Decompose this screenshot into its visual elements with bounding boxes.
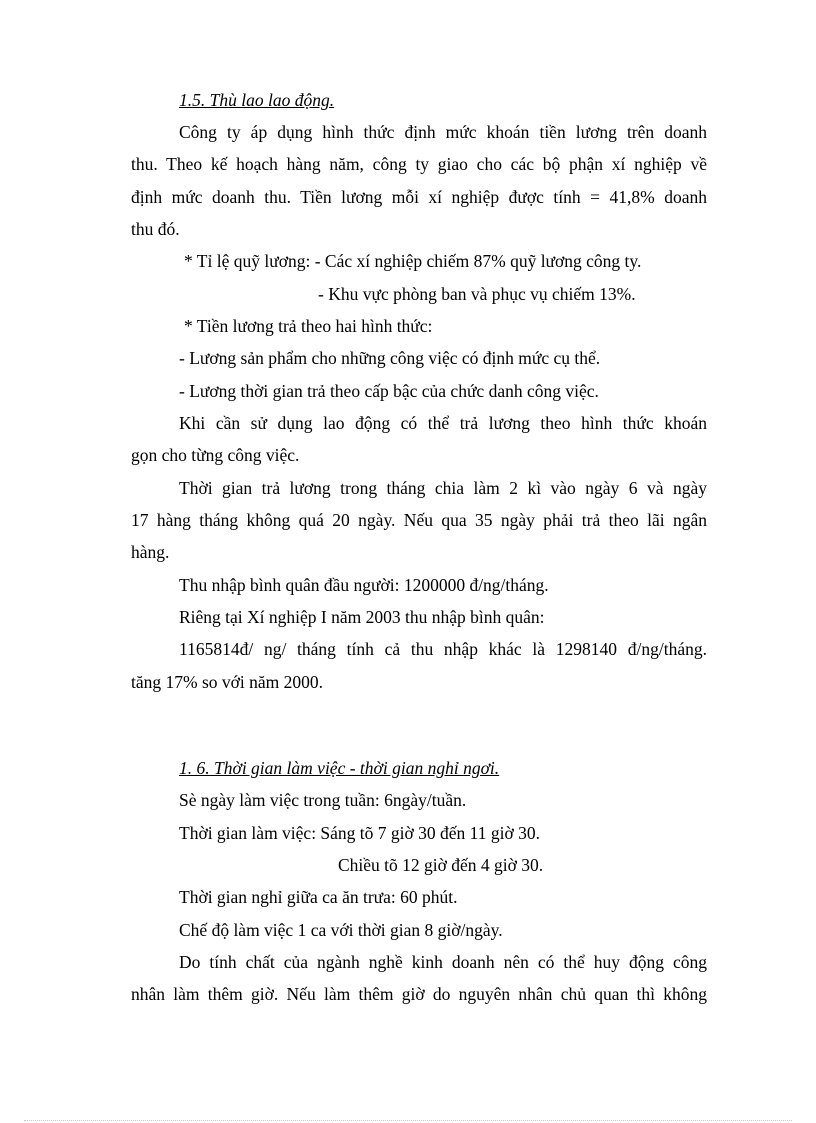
salary-ratio-line: * Tỉ lệ quỹ lương: - Các xí nghiệp chiếm 87% quỹ lương công ty. — [184, 251, 642, 271]
paragraph-line: định mức doanh thu. Tiền lương mỗi xí nghiệp được tính = 41,8% doanh — [131, 187, 707, 207]
income-line: tăng 17% so với năm 2000. — [131, 672, 324, 692]
paragraph-line: Thời gian trả lương trong tháng chia làm 2 kì vào ngày 6 và ngày — [179, 478, 707, 498]
schedule-line: Chiều tõ 12 giờ đến 4 giờ 30. — [338, 855, 544, 875]
paragraph-line: gọn cho từng công việc. — [131, 445, 300, 465]
section-heading-1-6: 1. 6. Thời gian làm việc - thời gian nghỉ ngơi. — [179, 758, 500, 778]
bullet-line: - Lương sản phẩm cho những công việc có định mức cụ thể. — [179, 348, 601, 368]
schedule-line: Thời gian nghỉ giữa ca ăn trưa: 60 phút. — [179, 887, 458, 907]
income-line: 1165814đ/ ng/ tháng tính cả thu nhập khác là 1298140 đ/ng/tháng. — [179, 639, 707, 659]
paragraph-line: Do tính chất của ngành nghề kinh doanh nên có thể huy động công — [179, 952, 707, 972]
schedule-line: Chế độ làm việc 1 ca với thời gian 8 giờ/ngày. — [179, 920, 503, 940]
salary-forms-line: * Tiền lương trả theo hai hình thức: — [184, 316, 433, 336]
schedule-line: Thời gian làm việc: Sáng tõ 7 giờ 30 đến 11 giờ 30. — [179, 823, 541, 843]
paragraph-line: thu. Theo kế hoạch hàng năm, công ty giao cho các bộ phận xí nghiệp về — [131, 154, 707, 174]
paragraph-line: hàng. — [131, 542, 170, 562]
bullet-line: - Lương thời gian trả theo cấp bậc của chức danh công việc. — [179, 381, 599, 401]
income-line: Riêng tại Xí nghiệp I năm 2003 thu nhập bình quân: — [179, 607, 545, 627]
paragraph-line: nhân làm thêm giờ. Nếu làm thêm giờ do nguyên nhân chủ quan thì không — [131, 984, 707, 1004]
schedule-line: Sè ngày làm việc trong tuần: 6ngày/tuần. — [179, 790, 467, 810]
paragraph-line: thu đó. — [131, 219, 180, 239]
income-line: Thu nhập bình quân đầu người: 1200000 đ/ng/tháng. — [179, 575, 549, 595]
paragraph-line: 17 hàng tháng không quá 20 ngày. Nếu qua 35 ngày phải trả theo lãi ngân — [131, 510, 707, 530]
salary-ratio-line: - Khu vực phòng ban và phục vụ chiếm 13%. — [318, 284, 636, 304]
paragraph-line: Công ty áp dụng hình thức định mức khoán tiền lương trên doanh — [179, 122, 707, 142]
section-heading-1-5: 1.5. Thù lao lao động. — [179, 90, 335, 110]
paragraph-line: Khi cần sử dụng lao động có thể trả lương theo hình thức khoán — [179, 413, 707, 433]
page-bottom-divider — [24, 1120, 792, 1121]
